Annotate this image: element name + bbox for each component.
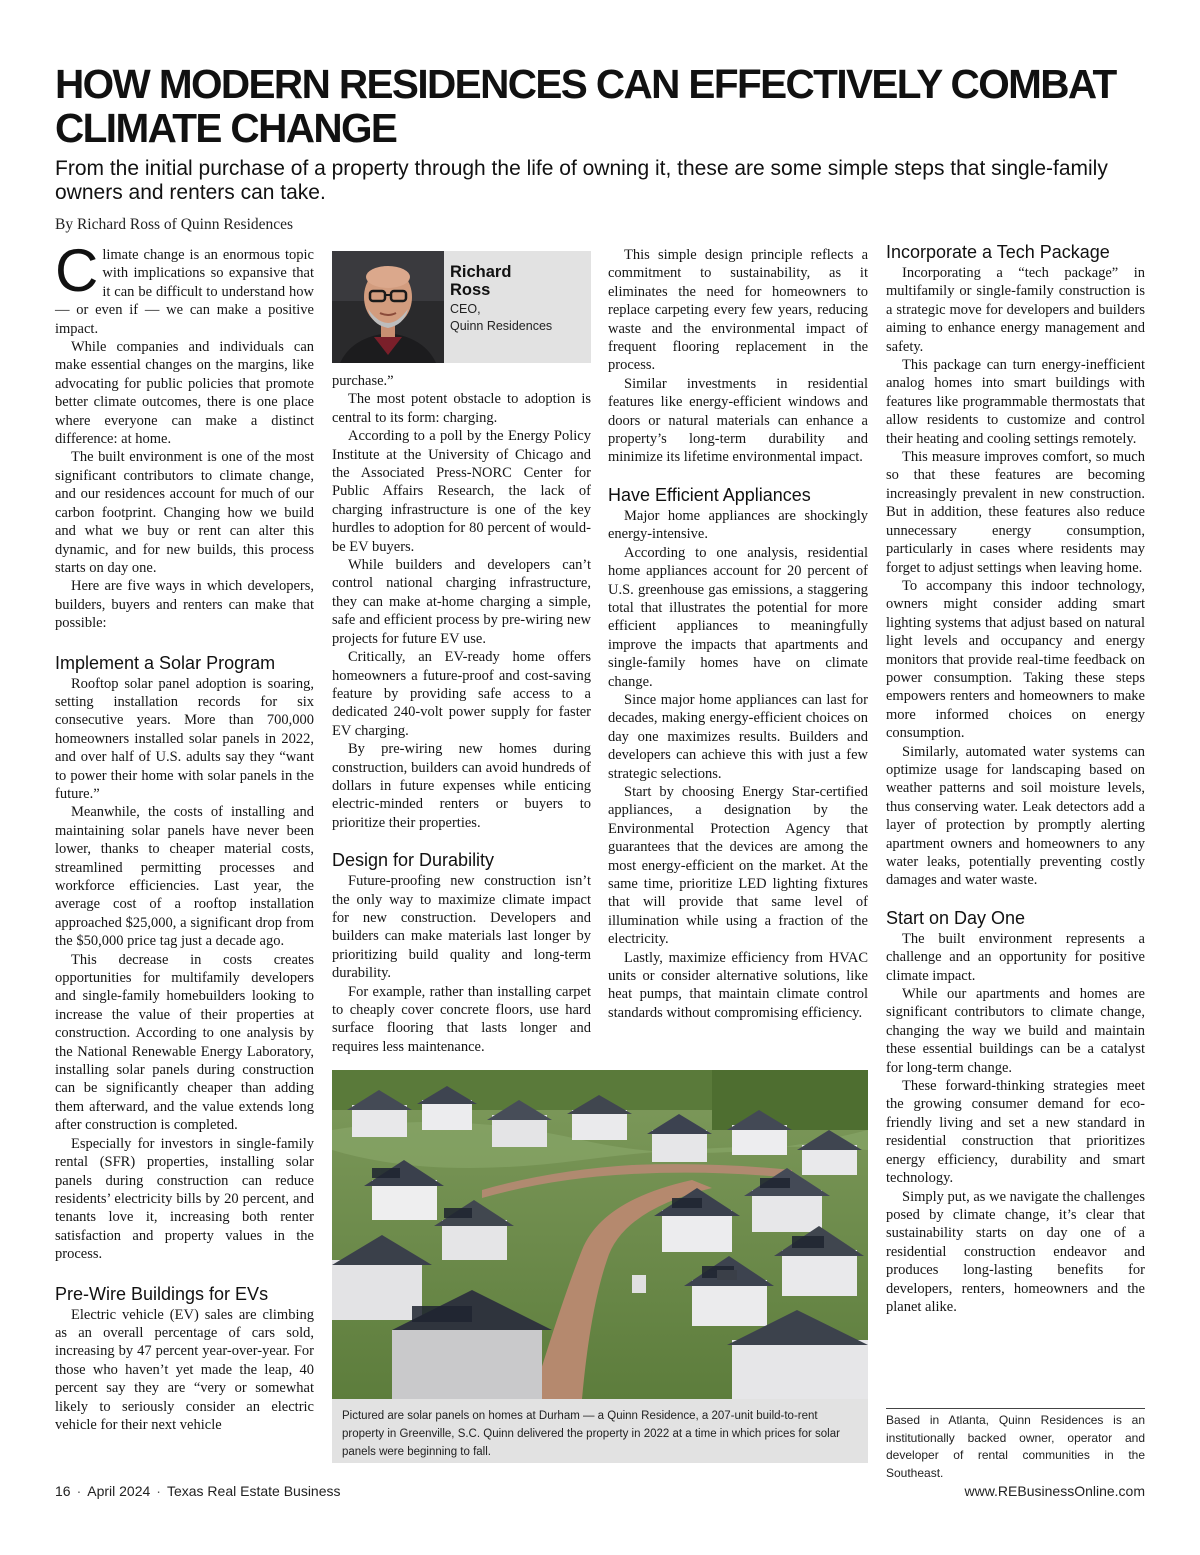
section-heading-durability: Design for Durability	[332, 850, 495, 871]
body-paragraph: This simple design principle reflects a commitment to sustainability, as it eliminates the need for homeowners to replace carpeting every few years, reducing waste and the environmental impact of frequent flooring replacement in the process.	[608, 247, 868, 374]
body-paragraph: Simply put, as we navigate the challenges posed by climate change, it’s clear that sustainability starts on day one of a residential construction endeavor and produces long-lasting benefits for developers, renters, homeowners and the planet alike.	[886, 1188, 1145, 1315]
photo-caption: Pictured are solar panels on homes at Durham — a Quinn Residence, a 207-unit build-to-rent property in Greenville, S.C. Quinn delivered the property in 2022 at a time in which prices for solar panels were beginning to fall.	[332, 1399, 868, 1463]
body-paragraph: Especially for investors in single-family rental (SFR) properties, installing solar panels during construction can reduce residents’ electricity bills by 20 percent, and tenants love it, increasing both renter satisfaction and property values in the process.	[55, 1135, 314, 1263]
body-paragraph: For example, rather than installing carpet to cheaply cover concrete floors, use hard surface flooring that lasts longer and requires less maintenance.	[332, 983, 591, 1055]
bio-divider	[886, 1408, 1145, 1409]
body-paragraph: Electric vehicle (EV) sales are climbing as an overall percentage of cars sold, increasing by 47 percent year-over-year. For those who haven’t yet made the leap, 40 percent say they are “very or somewhat likely to seriously consider an electric vehicle for their next vehicle	[55, 1306, 314, 1433]
column-4	[886, 242, 1145, 1316]
publication-name: Texas Real Estate Business	[166, 1483, 341, 1499]
section-heading-solar: Implement a Solar Program	[55, 652, 276, 673]
body-paragraph: Here are five ways in which developers, builders, buyers and renters can make that possible:	[55, 578, 314, 632]
separator-dot: ·	[76, 1483, 82, 1499]
profile-title: CEO,	[450, 302, 481, 316]
body-paragraph: Rooftop solar panel adoption is soaring, setting installation records for six consecutive years. More than 700,000 homeowners installed solar panels in 2022, and over half of U.S. adults say they “want to power their home with solar panels in the future.”	[55, 675, 314, 802]
separator-dot: ·	[156, 1483, 161, 1499]
section-heading-appliances: Have Efficient Appliances	[608, 484, 811, 505]
body-paragraph: purchase.”	[332, 373, 394, 389]
byline: By Richard Ross of Quinn Residences	[55, 216, 294, 233]
body-paragraph: The built environment is one of the most significant contributors to climate change, and our residences account for much of our carbon footprint. Changing how we build and what we buy or rent can alter this dynamic, and for new builds, this process starts on day one.	[55, 449, 314, 576]
column-3	[608, 246, 868, 1022]
section-heading-dayone: Start on Day One	[886, 907, 1026, 928]
body-paragraph: Similar investments in residential features like energy-efficient windows and doors or natural materials can enhance a property’s long-term durability and minimize its lifetime environmental impact.	[608, 375, 868, 466]
body-paragraph: By pre-wiring new homes during construction, builders can avoid hundreds of dollars in future expenses while enticing electric-minded renters or buyers to prioritize their properties.	[332, 741, 591, 831]
aerial-neighborhood-photo	[332, 1070, 868, 1399]
body-paragraph: This measure improves comfort, so much so that these features are becoming increasingly prevalent in new construction. But in addition, these features also reduce unnecessary energy consumption, particularly in cases where residents may forget to adjust settings when leaving home.	[886, 449, 1145, 576]
column-1	[55, 237, 314, 1434]
section-heading-ev: Pre-Wire Buildings for EVs	[55, 1283, 269, 1304]
body-paragraph: Critically, an EV-ready home offers homeowners a future-proof and cost-saving feature by providing safe access to a dedicated 240-volt power supply for faster EV charging.	[332, 649, 591, 739]
body-paragraph: This decrease in costs creates opportunities for multifamily developers and single-family homebuilders looking to increase the value of their properties at construction. According to one analysis by the National Renewable Energy Laboratory, installing solar panels during construction can be significantly cheaper than adding them afterward, and the value extends long after construction is completed.	[55, 951, 314, 1134]
body-paragraph: Since major home appliances can last for decades, making energy-efficient choices on day one maximizes results. Builders and developers can achieve this with just a few strategic selections.	[608, 691, 868, 782]
body-paragraph: While builders and developers can’t control national charging infrastructure, they can make at-home charging a simple, safe and efficient process by pre-wiring new projects for future EV use.	[332, 557, 591, 647]
drop-cap: C	[55, 237, 99, 304]
column-2	[332, 372, 591, 1056]
body-paragraph: According to one analysis, residential home appliances account for 20 percent of U.S. greenhouse gas emissions, a staggering total that illustrates the potential for more efficient appliances to meaningfully improve the impacts that apartments and single-family homes have on climate change.	[608, 544, 868, 690]
body-paragraph: These forward-thinking strategies meet the growing consumer demand for eco-friendly living and set a new standard in residential construction that prioritizes energy efficiency, durability and smart technology.	[886, 1078, 1145, 1187]
body-paragraph: While our apartments and homes are significant contributors to climate change, changing the way we build and maintain these essential buildings can be a catalyst for long-term change.	[886, 986, 1145, 1076]
body-paragraph: Similarly, automated water systems can optimize usage for landscaping based on weather patterns and soil moisture levels, thus conserving water. Leak detectors add a layer of protection by promptly alerting apartment owners and homeowners to any water leaks, potentially preventing costly damages and water waste.	[886, 743, 1145, 889]
body-paragraph: According to a poll by the Energy Policy Institute at the University of Chicago and the Associated Press-NORC Center for Public Affairs Research, the lack of charging infrastructure is one of the key hurdles to adoption for 80 percent of would-be EV buyers.	[332, 428, 591, 555]
intro-paragraph	[55, 237, 314, 338]
body-paragraph: The most potent obstacle to adoption is central to its form: charging.	[332, 391, 591, 426]
profile-company: Quinn Residences	[450, 319, 553, 333]
issue-date: April 2024	[87, 1483, 151, 1499]
body-paragraph: Future-proofing new construction isn’t the only way to maximize climate impact for new construction. Developers and builders can make materials last longer by prioritizing build quality and long-term durability.	[332, 873, 591, 982]
body-paragraph: While companies and individuals can make essential changes on the margins, like advocating for public policies that promote better climate outcomes, there is one place where everyone can make a distinct difference: at home.	[55, 339, 314, 448]
body-paragraph: Incorporating a “tech package” in multifamily or single-family construction is a strategic move for developers and builders aiming to enhance energy management and safety.	[886, 265, 1145, 355]
body-paragraph: To accompany this indoor technology, owners might consider adding smart lighting systems that adjust based on natural light levels and occupancy and energy monitors that provide real-time feedback on power consumption. Taking these steps empowers renters and homeowners to make more informed choices on energy consumption.	[886, 577, 1145, 742]
section-heading-tech: Incorporate a Tech Package	[886, 242, 1110, 262]
body-paragraph: Lastly, maximize efficiency from HVAC units or consider alternative solutions, like heat pumps, that maintain climate control standards without compromising efficiency.	[608, 949, 868, 1021]
footer-folio	[55, 1483, 341, 1499]
company-bio: Based in Atlanta, Quinn Residences is an institutionally backed owner, operator and developer of rental communities in the Southeast.	[886, 1413, 1145, 1480]
profile-text	[450, 263, 552, 335]
page-number: 16	[55, 1483, 71, 1499]
body-paragraph: Major home appliances are shockingly energy-intensive.	[608, 507, 868, 543]
deck-subtitle: From the initial purchase of a property through the life of owning it, these are some simple steps that single-family owners and renters can take.	[55, 157, 1108, 204]
headline: HOW MODERN RESIDENCES CAN EFFECTIVELY COMBAT CLIMATE CHANGE	[55, 61, 1116, 151]
body-paragraph: This package can turn energy-inefficient analog homes into smart buildings with features like programmable thermostats that allow residents to customize and control their heating and cooling settings remotely.	[886, 357, 1145, 447]
body-paragraph: Start by choosing Energy Star-certified appliances, a designation by the Environmental Protection Agency that guarantees that the devices are among the most energy-efficient on the market. At the same time, prioritize LED lighting fixtures that will provide that same level of illumination while using a fraction of the electricity.	[608, 783, 868, 948]
intro-text: limate change is an enormous topic with implications so expansive that it can be difficult to understand how — or even if — we can make a positive impact.	[55, 247, 314, 337]
author-portrait	[332, 251, 444, 363]
footer-website[interactable]: www.REBusinessOnline.com	[964, 1483, 1145, 1499]
body-paragraph: Meanwhile, the costs of installing and maintaining solar panels have never been lower, thanks to cheaper material costs, streamlined permitting processes and workforce efficiencies. Last year, the average cost of a rooftop installation approached $25,000, a significant drop from the $50,000 price tag just a decade ago.	[55, 804, 314, 950]
profile-name: Richard Ross	[450, 263, 512, 299]
author-profile-box	[332, 251, 591, 363]
body-paragraph: The built environment represents a challenge and an opportunity for positive climate impact.	[886, 930, 1145, 984]
